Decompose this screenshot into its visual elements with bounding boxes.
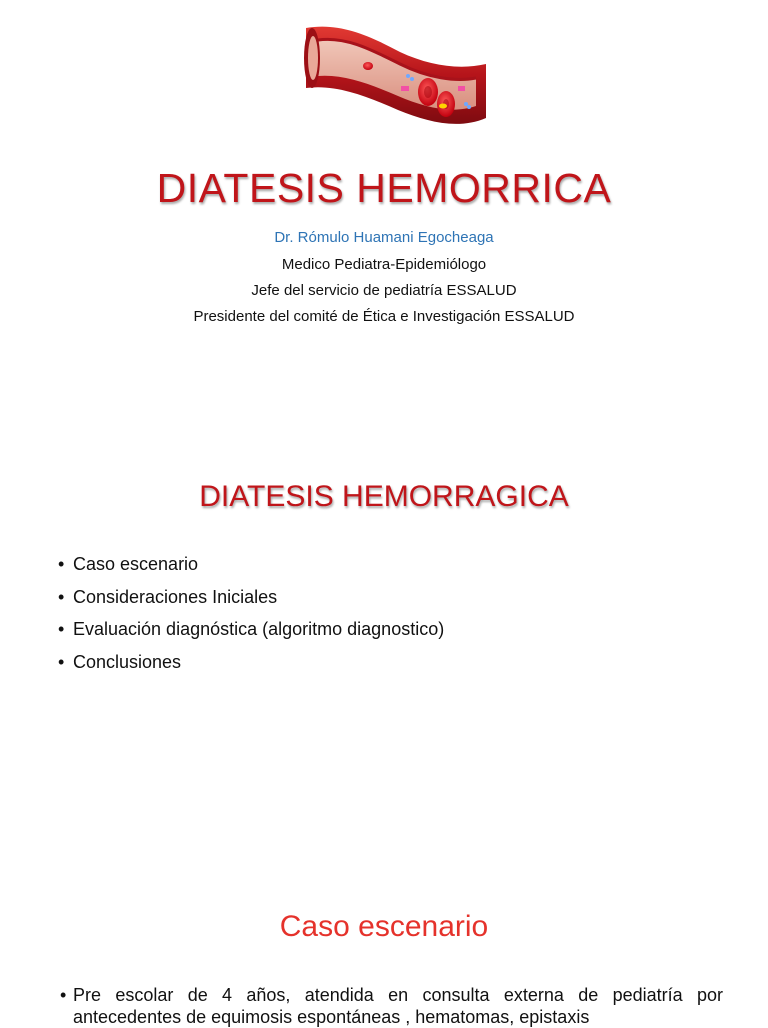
list-item: • Evaluación diagnóstica (algoritmo diagnostico) [58,613,444,646]
author-role-3: Presidente del comité de Ética e Investigación ESSALUD [193,308,575,325]
outline-slide [0,470,768,690]
title-slide [0,0,768,348]
author-role-1: Medico Pediatra-Epidemiólogo [281,256,487,273]
list-item: • Conclusiones [58,646,444,679]
blood-vessel-illustration [300,18,490,136]
case-paragraph: • Pre escolar de 4 años, atendida en consulta externa de pediatría por antecedentes de equimosis espontáneas , hematomas, epistaxis [60,984,723,1028]
outline-list [58,548,444,678]
case-slide [0,900,768,1027]
slide-title: DIATESIS HEMORRAGICA [199,480,569,513]
slide-title: DIATESIS HEMORRICA [156,165,612,211]
author-role-2: Jefe del servicio de pediatría ESSALUD [251,282,517,299]
author-name: Dr. Rómulo Huamani Egocheaga [274,229,494,246]
slide-title: Caso escenario [279,910,489,943]
list-item: • Caso escenario [58,548,444,581]
list-item: • Consideraciones Iniciales [58,581,444,614]
